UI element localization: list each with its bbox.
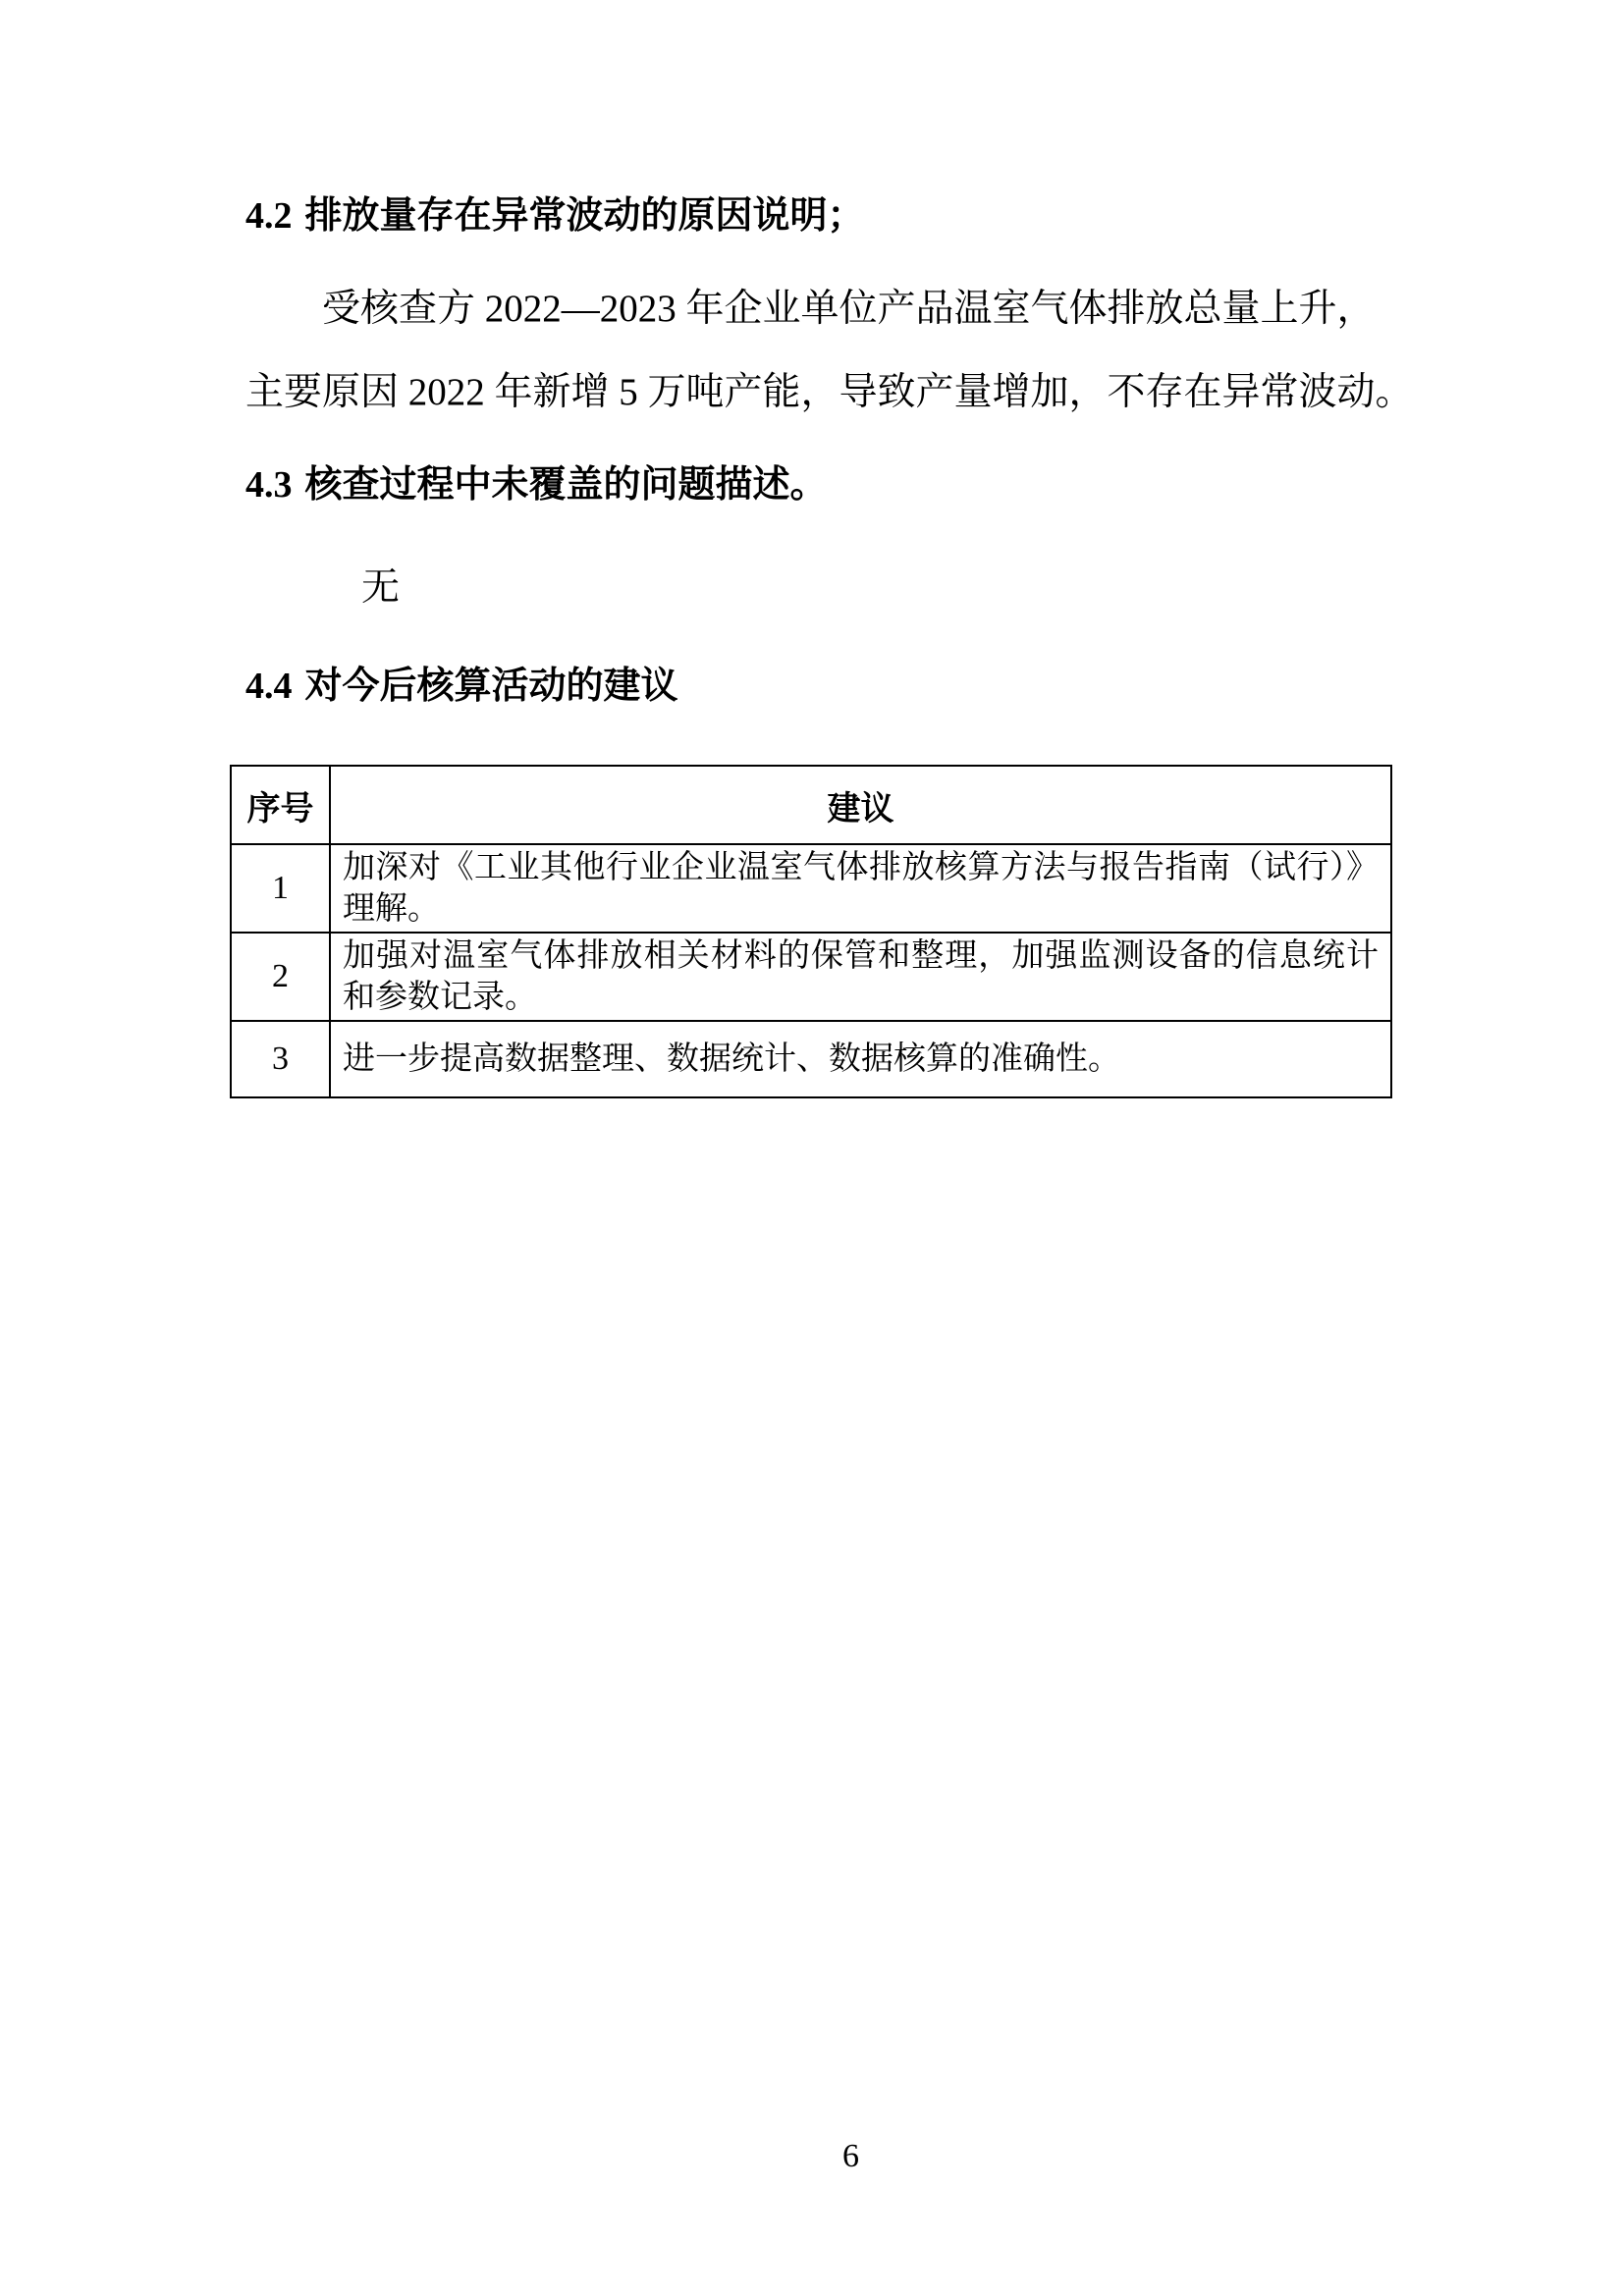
section-heading-4-3 bbox=[245, 460, 1392, 509]
section-title: 对今后核算活动的建议 bbox=[304, 666, 678, 707]
page-number: 6 bbox=[842, 2138, 859, 2174]
section-number: 4.3 bbox=[245, 464, 293, 506]
row-index: 2 bbox=[231, 933, 330, 1021]
section-4-2-paragraph bbox=[245, 267, 1414, 434]
row-suggestion: 加深对《工业其他行业企业温室气体排放核算方法与报告指南（试行）》理解。 bbox=[330, 844, 1391, 933]
paragraph-line: 主要原因 2022 年新增 5 万吨产能，导致产量增加，不存在异常波动。 bbox=[245, 371, 1414, 413]
table-row bbox=[231, 933, 1391, 1021]
table-header-index: 序号 bbox=[231, 766, 330, 844]
suggestions-table bbox=[230, 765, 1392, 1098]
row-index: 3 bbox=[231, 1021, 330, 1097]
table-row bbox=[231, 844, 1391, 933]
table-header-row bbox=[231, 766, 1391, 844]
row-suggestion: 进一步提高数据整理、数据统计、数据核算的准确性。 bbox=[330, 1021, 1391, 1097]
table-header-suggestion: 建议 bbox=[330, 766, 1391, 844]
section-number: 4.4 bbox=[245, 666, 293, 707]
section-heading-4-2 bbox=[245, 191, 1392, 240]
section-title: 核查过程中未覆盖的问题描述。 bbox=[304, 464, 828, 506]
table-row bbox=[231, 1021, 1391, 1097]
page-content bbox=[245, 0, 1414, 1098]
section-4-3-answer: 无 bbox=[361, 566, 401, 609]
paragraph-line: 受核查方 2022—2023 年企业单位产品温室气体排放总量上升， bbox=[322, 288, 1376, 330]
row-index: 1 bbox=[231, 844, 330, 933]
section-heading-4-4 bbox=[245, 662, 1392, 711]
section-number: 4.2 bbox=[245, 195, 293, 237]
row-suggestion: 加强对温室气体排放相关材料的保管和整理，加强监测设备的信息统计和参数记录。 bbox=[330, 933, 1391, 1021]
section-title: 排放量存在异常波动的原因说明； bbox=[304, 195, 865, 237]
